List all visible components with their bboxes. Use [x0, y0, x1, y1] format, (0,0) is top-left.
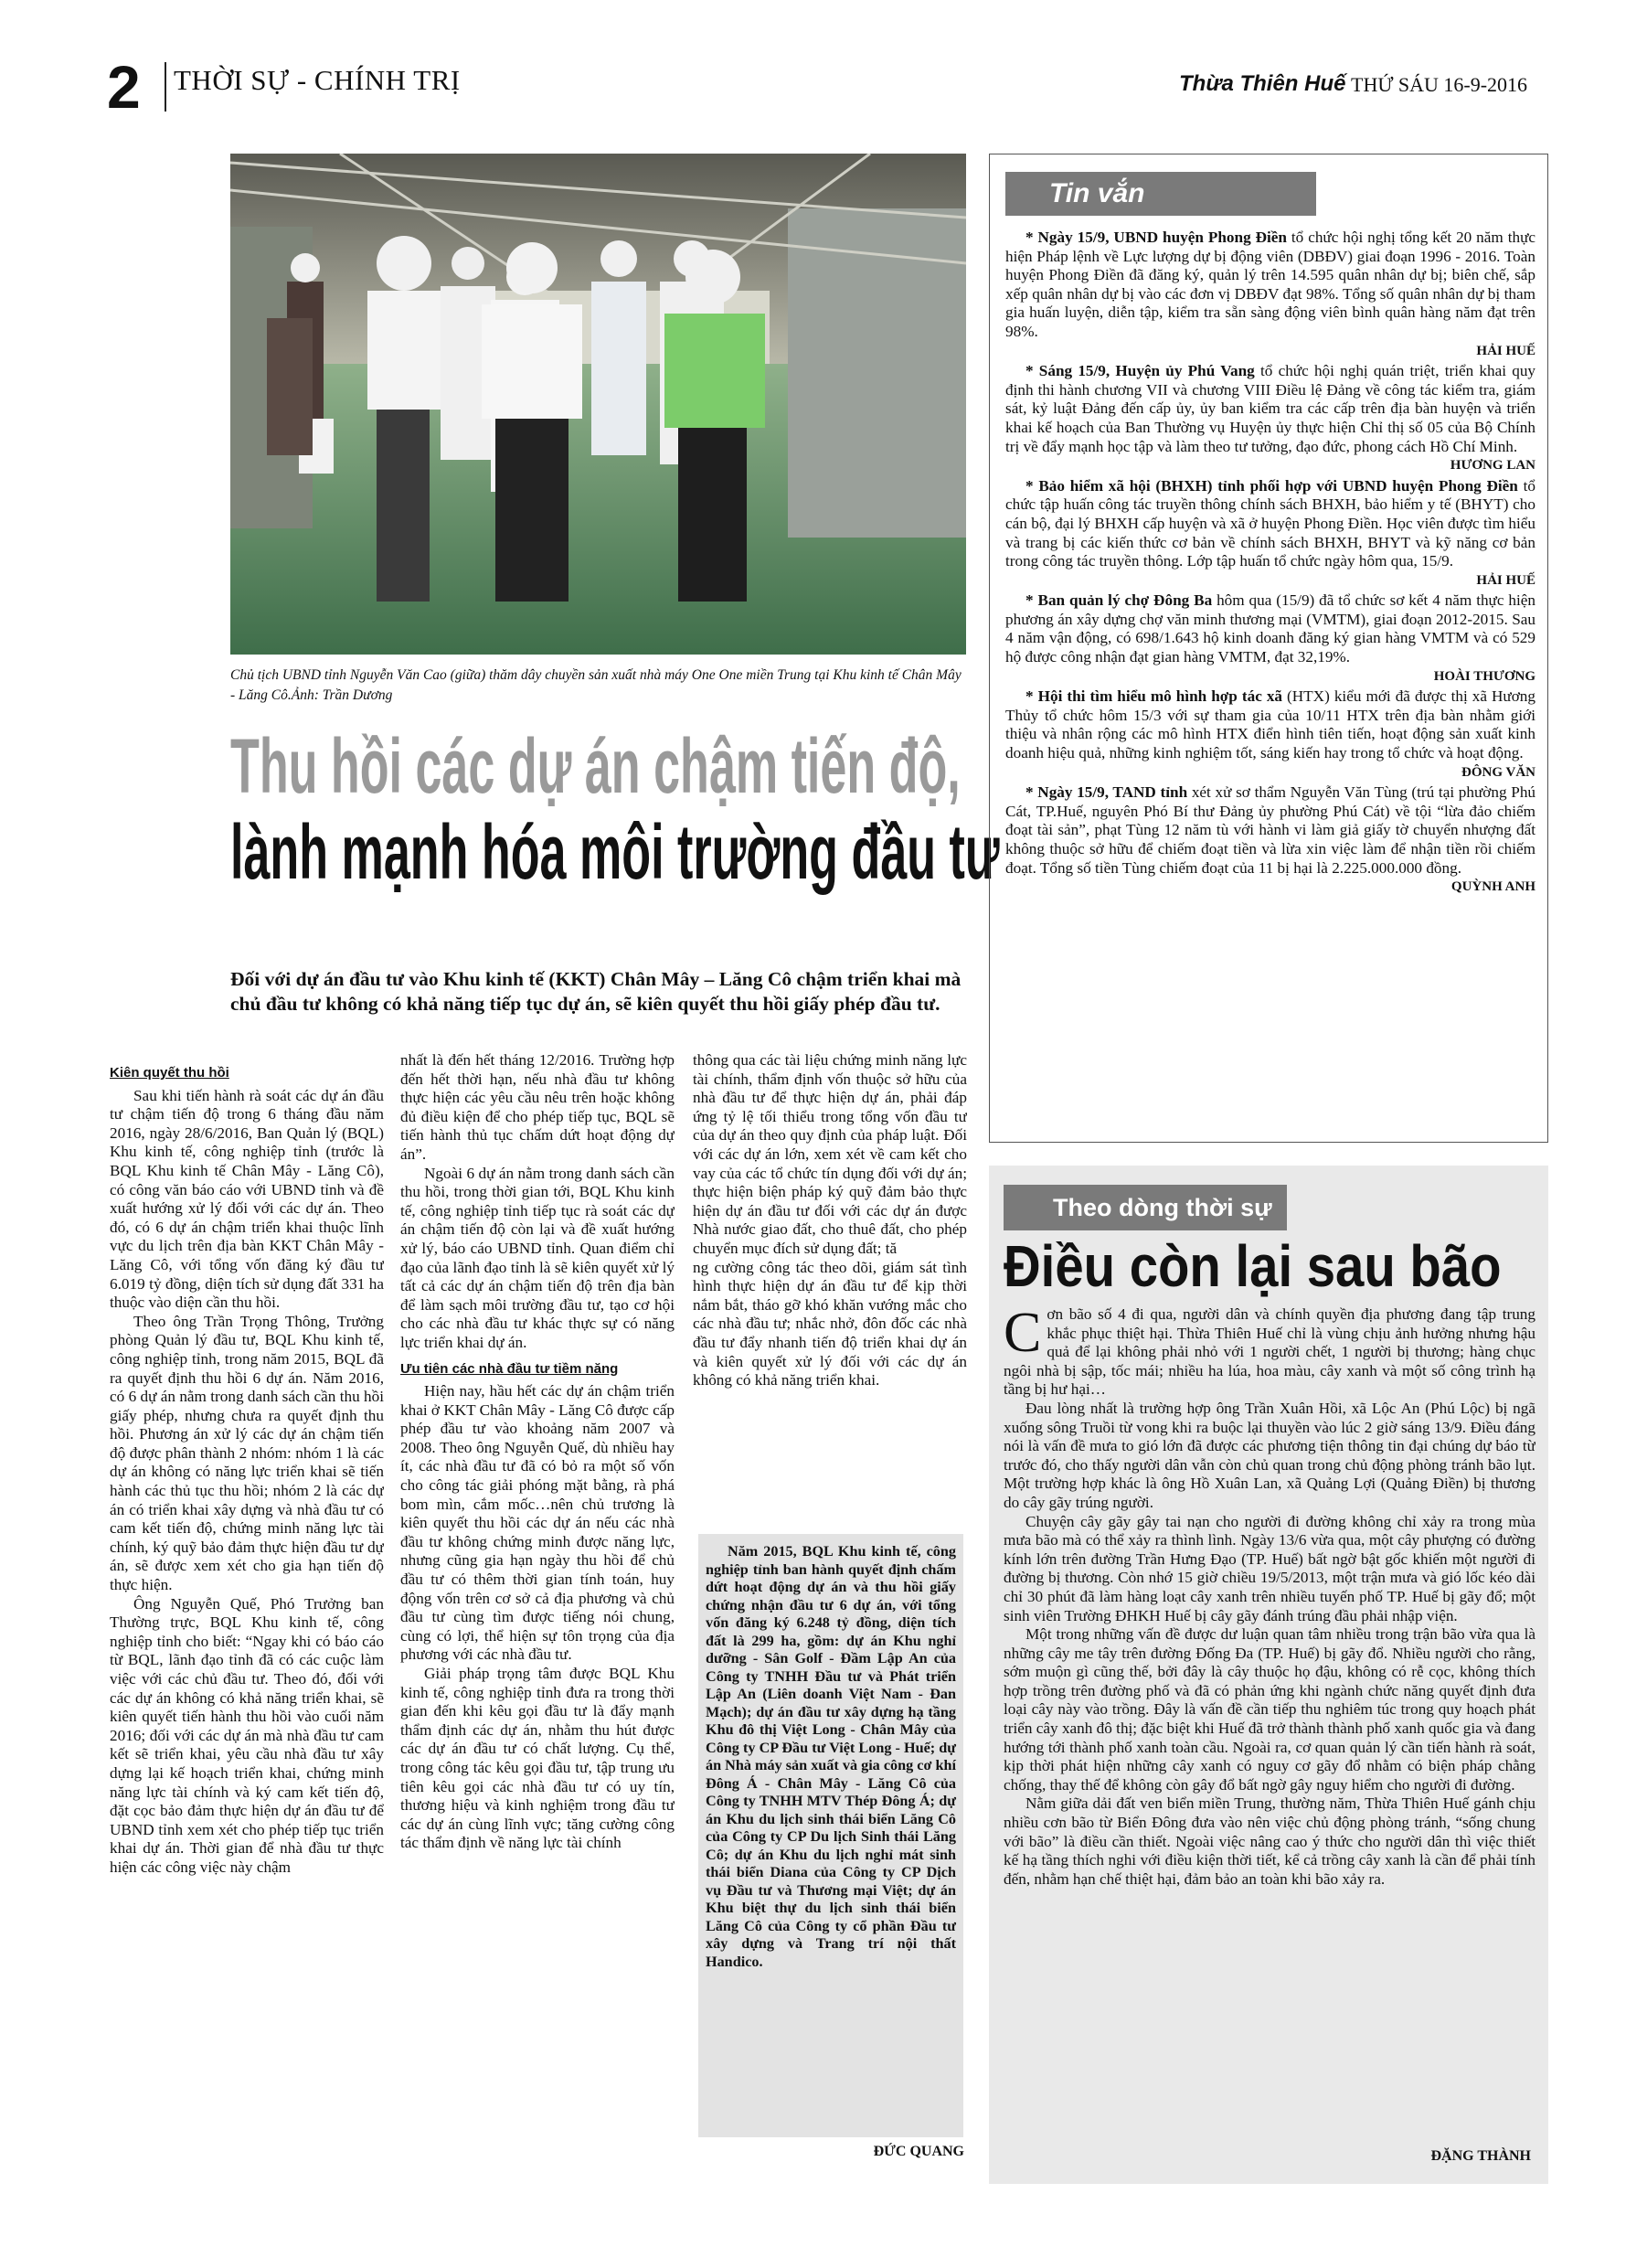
- paragraph: Đau lòng nhất là trường hợp ông Trần Xuân Hồi, xã Lộc An (Phú Lộc) bị ngã xuống sông Truồi từ vong khi ra buộc lại thuyền vào lúc 2 giờ sáng 13/9. Điều đáng nói là vấn đề mưa to gió lớn đã được các phương tiện thông tin đại chúng dự báo từ trước đó, cho thấy người dân vẫn còn chủ quan trong chủ động phòng tránh bão lụt. Một trường hợp khác là ông Hồ Xuân Lan, xã Quảng Lợi (Quảng Điền) bị thương do cây gãy trúng người.: [1004, 1399, 1535, 1511]
- paragraph: Nằm giữa dải đất ven biển miền Trung, thường năm, Thừa Thiên Huế gánh chịu nhiều cơn bão từ Biển Đông đưa vào nên việc chủ động phòng tránh, “sống chung với bão” là điều cần thiết. Ngoài việc nâng cao ý thức cho người dân thì việc thiết kế hạ tầng thích nghi với điều kiện thời tiết, kể cả trồng cây xanh là cần để phải tính đến, nhằm hạn chế thiệt hại, đảm bảo an toàn khi bão xảy ra.: [1004, 1794, 1535, 1888]
- news-brief: * Ban quản lý chợ Đông Ba hôm qua (15/9) đã tổ chức sơ kết 4 năm thực hiện phương án xây dựng chợ văn minh thương mại (VMTM), giai đoạn 2012-2015. Sau 4 năm vận động, có 698/1.643 hộ kinh doanh đăng ký gian hàng VMTM và có 529 hộ được công nhận đạt gian hàng VMTM, đạt 32,19%.: [1005, 591, 1535, 666]
- commentary-author: ĐẶNG THÀNH: [1430, 2148, 1531, 2164]
- commentary-label: Theo dòng thời sự: [1004, 1185, 1287, 1230]
- headline-line-2: lành mạnh hóa môi trường đầu tư: [230, 809, 1000, 895]
- info-box: [698, 1534, 963, 2137]
- article-lead: Đối với dự án đầu tư vào Khu kinh tế (KKT) Chân Mây – Lăng Cô chậm triển khai mà chủ đầu tư không có khả năng tiếp tục dự án, sẽ kiên quyết thu hồi giấy phép đầu tư.: [230, 968, 962, 1015]
- paragraph: thông qua các tài liệu chứng minh năng lực tài chính, thẩm định vốn thuộc sở hữu của nhà đầu tư để thực hiện dự án, phải đáp ứng tỷ lệ tối thiểu trong tổng vốn đầu tư của dự án theo quy định của pháp luật. Đối với các dự án lớn, xem xét về cam kết cho vay của các tổ chức tín dụng đối với dự án; thực hiện biện pháp ký quỹ đảm bảo thực hiện dự án đầu tư đối với các dự án được Nhà nước giao đất, cho thuê đất, cho phép chuyển mục đích sử dụng đất; tă: [693, 1051, 967, 1257]
- header-divider: [165, 62, 166, 112]
- tin-van-title: Tin vắn: [1005, 172, 1316, 216]
- commentary-title: Điều còn lại sau bão: [1004, 1233, 1502, 1299]
- brief-author: HẢI HUẾ: [1476, 343, 1535, 358]
- paragraph: nhất là đến hết tháng 12/2016. Trường hợp đến hết thời hạn, nếu nhà đầu tư không thực hiện các yêu cầu nêu trên hoặc không đủ điều kiện để cho phép tiếp tục, BQL sẽ tiến hành thủ tục chấm dứt hoạt động dự án”.: [400, 1051, 675, 1163]
- issue-date: THỨ SÁU 16-9-2016: [1351, 73, 1528, 96]
- photo-caption: Chủ tịch UBND tỉnh Nguyễn Văn Cao (giữa) thăm dây chuyền sản xuất nhà máy One One miền Trung tại Khu kinh tế Chân Mây - Lăng Cô.Ảnh: Trần Dương: [230, 667, 962, 703]
- news-brief: * Sáng 15/9, Huyện ủy Phú Vang tổ chức hội nghị quán triệt, triển khai quy định thi hành chương VII và chương VIII Điều lệ Đảng về công tác kiểm tra, giám sát, kỷ luật Đảng đến cấp ủy, ủy ban kiểm tra các cấp trên địa bàn huyện và triển khai kế hoạch của Ban Thường vụ Huyện ủy thực hiện Chỉ thị số 05 của Bộ Chính trị về đẩy mạnh học tập và làm theo tư tưởng, đạo đức, phong cách Hồ Chí Minh.: [1005, 362, 1535, 455]
- factory-visit-photo: [230, 154, 966, 655]
- brief-author: HƯƠNG LAN: [1450, 458, 1535, 474]
- article-column-2: [400, 1051, 675, 2162]
- section-title: THỜI SỰ - CHÍNH TRỊ: [174, 64, 461, 96]
- drop-cap: C: [1004, 1305, 1042, 1364]
- article-author: ĐỨC QUANG: [873, 2144, 964, 2159]
- news-brief: * Bảo hiểm xã hội (BHXH) tỉnh phối hợp với UBND huyện Phong Điền tổ chức tập huấn công tác truyền thông chính sách BHXH, bảo hiểm y tế (BHYT) cho cán bộ, đại lý BHXH cấp huyện và xã ở huyện Phong Điền. Học viên được tìm hiểu và trang bị các kiến thức cơ bản về chính sách BHXH, BHYT và kỹ năng cơ bản trong công tác truyền thông. Lớp tập huấn tổ chức ngày hôm qua, 15/9.: [1005, 476, 1535, 570]
- brief-author: HOÀI THƯƠNG: [1433, 668, 1535, 684]
- news-brief: * Hội thi tìm hiểu mô hình hợp tác xã (HTX) kiểu mới đã được thị xã Hương Thủy tổ chức hôm 15/3 với sự tham gia của 10/11 HTX trên địa bàn nhằm giới thiệu và nhân rộng các mô hình HTX điển hình tiên tiến, hoạt động sản xuất kinh doanh hiệu quả, những kinh nghiệm tốt, sáng kiến hay trong tổ chức và hoạt động.: [1005, 687, 1535, 762]
- paragraph: Chuyện cây gãy gây tai nạn cho người đi đường không chỉ xảy ra trong mùa mưa bão mà có thể xảy ra thình lình. Ngày 13/6 vừa qua, một cây phượng có đường kính lớn trên đường Trần Hưng Đạo (TP. Huế) bất ngờ bật gốc khiến một người đi đường bị thương. Còn nhớ 15 giờ chiều 19/5/2013, một trận mưa và gió lốc kéo dài chỉ 30 phút đã làm hàng loạt cây xanh trên nhiều tuyến phố TP. Huế bị gãy đổ; một sinh viên Trường ĐHKH Huế bị cây gãy đánh trúng đầu phải nhập viện.: [1004, 1512, 1535, 1624]
- subhead-kien-quyet: Kiên quyết thu hồi: [110, 1065, 229, 1081]
- paragraph: Giải pháp trọng tâm được BQL Khu kinh tế, công nghiệp tỉnh đưa ra trong thời gian đến khi kêu gọi đầu tư là đẩy mạnh thẩm định các dự án, nhằm thu hút được các dự án đầu tư có chất lượng. Cụ thể, trong công tác kêu gọi đầu tư, tập trung ưu tiên kêu gọi các nhà đầu tư có uy tín, thương hiệu và kinh nghiệm trong đầu tư các dự án cùng lĩnh vực; tăng cường công tác thẩm định về năng lực tài chính: [400, 1665, 675, 1852]
- page-number: 2: [107, 53, 141, 121]
- newspaper-name: Thừa Thiên Huế: [1179, 71, 1346, 96]
- article-column-3: [693, 1051, 967, 1527]
- commentary-body: [1004, 1305, 1535, 2167]
- headline-line-1: Thu hồi các dự án chậm tiến độ,: [230, 723, 961, 809]
- paragraph: Ông Nguyễn Quế, Phó Trưởng ban Thường trực, BQL Khu kinh tế, công nghiệp tỉnh cho biết: “Ngay khi có báo cáo từ BQL, lãnh đạo tỉnh đã có các cuộc làm việc với các chủ đầu tư. Theo đó, đối với các dự án không có khả năng triển khai, sẽ kiên quyết tiến hành thu hồi vào cuối năm 2016; đối với các dự án mà nhà đầu tư cam kết sẽ triển khai, yêu cầu nhà đầu tư xây dựng lại kế hoạch triển khai, chứng minh năng lực tài chính và ký cam kết tiến độ, đặt cọc bảo đảm thực hiện dự án đầu tư để UBND tỉnh xem xét cho phép tiếp tục triển khai dự án. Thời gian để nhà đầu tư thực hiện các công việc này chậm: [110, 1594, 384, 1876]
- paragraph: ng cường công tác theo dõi, giám sát tình hình thực hiện dự án đầu tư để kịp thời nắm bắt, tháo gỡ khó khăn vướng mắc cho các nhà đầu tư; nhắc nhở, đôn đốc các nhà đầu tư đẩy nhanh tiến độ triển khai dự án và kiên quyết xử lý đối với các dự án không có khả năng triển khai.: [693, 1258, 967, 1390]
- tin-van-column: [1005, 229, 1535, 1134]
- paragraph: Ngoài 6 dự án nằm trong danh sách cần thu hồi, trong thời gian tới, BQL Khu kinh tế, công nghiệp tỉnh tiếp tục rà soát các dự án chậm tiến độ còn lại và đề xuất hướng xử lý, báo cáo UBND tỉnh. Quan điểm chỉ đạo của lãnh đạo tỉnh là sẽ kiên quyết xử lý tất cả các dự án chậm tiến độ trên địa bàn để làm sạch môi trường đầu tư, tạo cơ hội cho các nhà đầu tư khác thực sự có năng lực triển khai dự án.: [400, 1164, 675, 1351]
- subhead-uu-tien: Ưu tiên các nhà đầu tư tiềm năng: [400, 1360, 619, 1377]
- brief-author: QUỲNH ANH: [1450, 879, 1535, 895]
- article-column-1: [110, 1062, 384, 2159]
- main-photo: [230, 154, 966, 655]
- paragraph: Sau khi tiến hành rà soát các dự án đầu tư chậm tiến độ trong 6 tháng đầu năm 2016, ngày 28/6/2016, Ban Quản lý (BQL) Khu kinh tế, công nghiệp tỉnh (trước là BQL Khu kinh tế Chân Mây - Lăng Cô), có công văn báo cáo với UBND tỉnh và đề xuất hướng xử lý đối với các dự án. Theo đó, có 6 dự án chậm triển khai thuộc lĩnh vực du lịch trên địa bàn KKT Chân Mây - Lăng Cô, với tổng vốn đăng ký đầu tư 6.019 tỷ đồng, diện tích sử dụng đất 331 ha thuộc vào diện cần thu hồi.: [110, 1086, 384, 1312]
- paragraph: Hiện nay, hầu hết các dự án chậm triển khai ở KKT Chân Mây - Lăng Cô được cấp phép đầu tư vào khoảng năm 2007 và 2008. Theo ông Nguyễn Quế, dù nhiều hay ít, các nhà đầu tư đã có bỏ ra một số vốn cho công tác giải phóng mặt bằng, rà phá bom mìn, cắm mốc…nên chủ trương là kiên quyết thu hồi các dự án nếu các nhà đầu tư không chứng minh được năng lực, nhưng cũng gia hạn ngày thu hồi để chủ đầu tư có thêm thời gian tính toán, huy động vốn trên cơ sở cả địa phương và chủ đầu tư cùng tìm được tiếng nói chung, cùng có lợi, thể hiện sự tôn trọng của địa phương với các nhà đầu tư.: [400, 1382, 675, 1664]
- paragraph: Một trong những vấn đề được dư luận quan tâm nhiều trong trận bão vừa qua là những cây me tây trên đường Đống Đa (TP. Huế) bị gãy đổ. Nhiều người cho rằng, sớm muộn gì cũng thế, bởi đây là cây thuộc họ đậu, không có rễ cọc, không thích hợp trồng trên đường phố và đã có phản ứng khi ngành chức năng quyết định đưa loại cây này vào trồng. Đây là vấn đề cần tiếp thu nghiêm túc trong quy hoạch phát triển cây xanh đô thị; đặc biệt khi Huế đã trở thành thành phố xanh quốc gia và đang hướng tới thành phố xanh toàn cầu. Ngoài ra, cơ quan quản lý cần tiến hành rà soát, kịp thời phát hiện những cây xanh có nguy cơ gãy đổ nhằm có biện pháp chằng chống, thay thế để không còn gây đổ bất ngờ gây nguy hiểm cho người đi đường.: [1004, 1625, 1535, 1794]
- brief-author: HẢI HUẾ: [1476, 572, 1535, 588]
- paragraph: Theo ông Trần Trọng Thông, Trưởng phòng Quản lý đầu tư, BQL Khu kinh tế, công nghiệp tỉnh, trong năm 2015, BQL đã ra quyết định thu hồi 6 dự án. Năm 2016, có 6 dự án nằm trong danh sách cần thu hồi giấy phép, nhưng chưa ra quyết định thu hồi. Phương án xử lý các dự án chậm tiến độ được phân thành 2 nhóm: nhóm 1 là các dự án không có năng lực triển khai sẽ tiến hành các thủ tục thu hồi; nhóm 2 là các dự án có triển khai xây dựng và nhà đầu tư có cam kết tiến độ, chứng minh năng lực tài chính, ký quỹ bảo đảm thực hiện đầu tư dự án, sẽ được xem xét cho gia hạn tiến độ thực hiện.: [110, 1312, 384, 1594]
- brief-author: ĐÔNG VĂN: [1461, 764, 1535, 780]
- paragraph: Cơn bão số 4 đi qua, người dân và chính quyền địa phương đang tập trung khắc phục thiệt hại. Thừa Thiên Huế chỉ là vùng chịu ảnh hưởng nhưng hậu quả để lại không phải nhỏ với 1 người chết, 1 người bị thương; hàng chục ngôi nhà bị sập, tốc mái; nhiều ha lúa, hoa màu, cây xanh và một số công trình hạ tầng bị hư hại…: [1004, 1305, 1535, 1399]
- info-box-text: Năm 2015, BQL Khu kinh tế, công nghiệp tỉnh ban hành quyết định chấm dứt hoạt động dự án và thu hồi giấy chứng nhận đầu tư 6 dự án, với tổng vốn đăng ký 6.248 tỷ đồng, diện tích đất là 299 ha, gồm: dự án Khu nghỉ dưỡng - Sân Golf - Đầm Lập An của Công ty TNHH Đầu tư và Phát triển Lập An (Liên doanh Việt Nam - Đan Mạch); dự án đầu tư xây dựng hạ tầng Khu đô thị Việt Long - Chân Mây của Công ty CP Đầu tư Việt Long - Huế; dự án Nhà máy sản xuất và gia công cơ khí Đông Á - Chân Mây - Lăng Cô của Công ty TNHH MTV Thép Đông Á; dự án Khu du lịch sinh thái biển Lăng Cô của Công ty CP Du lịch Sinh thái Lăng Cô; dự án Khu du lịch nghỉ mát sinh thái biển Diana của Công ty CP Dịch vụ Đầu tư và Thương mại Việt; dự án Khu biệt thự du lịch sinh thái biển Lăng Cô của Công ty cổ phần Đầu tư xây dựng và Trang trí nội thất Handico.: [706, 1543, 956, 1970]
- news-brief: * Ngày 15/9, UBND huyện Phong Điền tổ chức hội nghị tổng kết 20 năm thực hiện Pháp lệnh về Lực lượng dự bị động viên (DBĐV) giai đoạn 1996 - 2016. Toàn huyện Phong Điền đã đăng ký, quản lý trên 14.595 quân nhân dự bị; biên chế, sắp xếp quân nhân dự bị vào các đơn vị DBĐV đạt 98%. Tổng số quân nhân dự bị tham gia huấn luyện, diễn tập, kiểm tra sẵn sàng động viên bình quân hàng năm đạt trên 98%.: [1005, 229, 1535, 340]
- news-brief: * Ngày 15/9, TAND tỉnh xét xử sơ thẩm Nguyễn Văn Tùng (trú tại phường Phú Cát, TP.Huế, nguyên Phó Bí thư Đảng ủy phường Phú Cát) về tội “lừa đảo chiếm đoạt tài sản”, phạt Tùng 12 năm tù với hành vi làm giả giấy tờ chuyển nhượng đất không thuộc sở hữu để chiếm đoạt tiền và lừa xin việc làm để nhận tiền rồi chiếm đoạt. Tổng số tiền Tùng chiếm đoạt của 11 bị hại là 2.225.000.000 đồng.: [1005, 783, 1535, 877]
